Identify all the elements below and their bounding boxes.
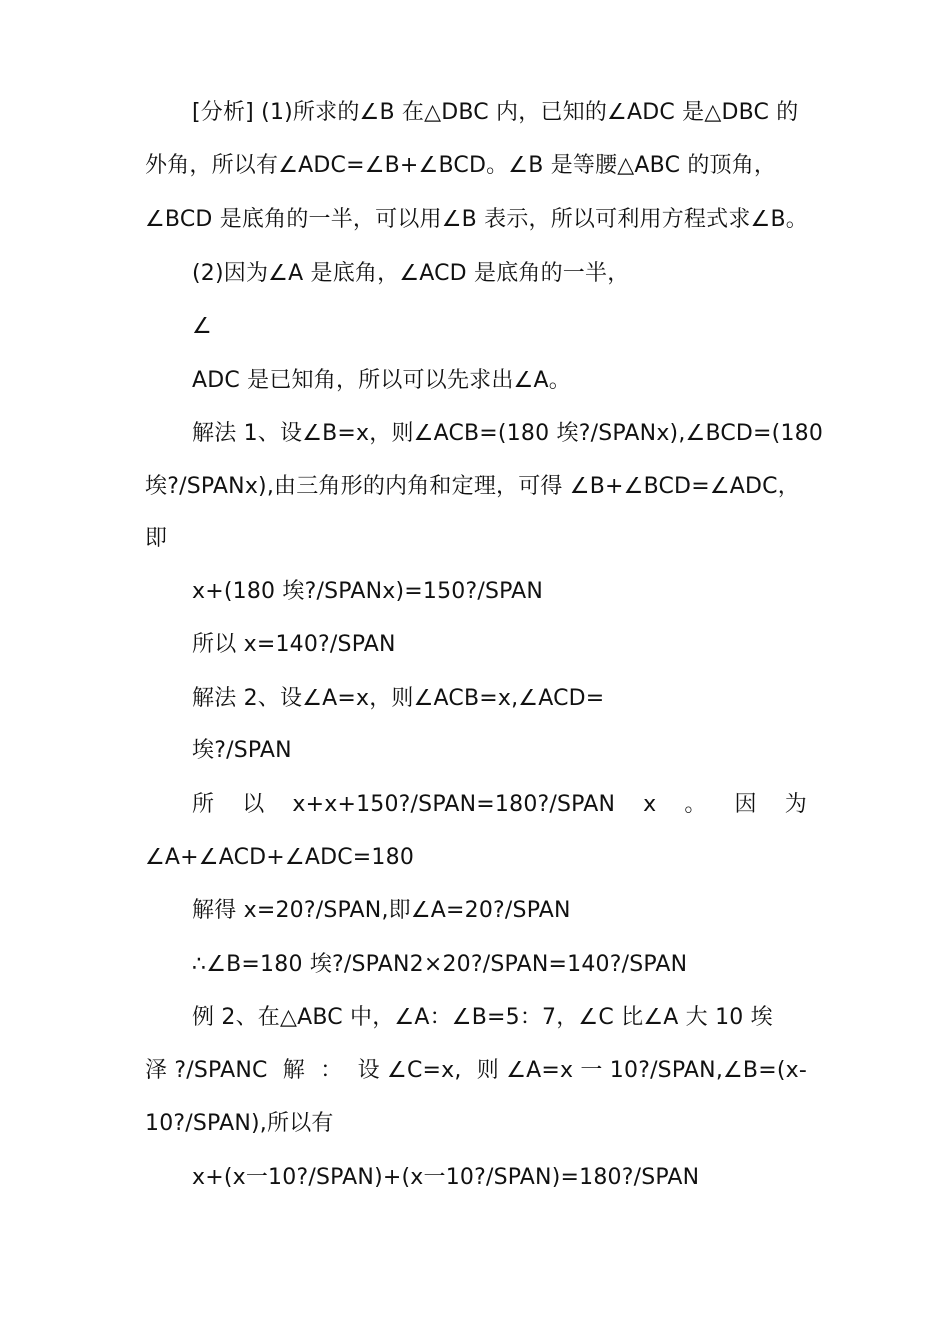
paragraph-line-1: [分析] (1)所求的∠B 在△DBC 内，已知的∠ADC 是△DBC 的 (192, 100, 799, 125)
line-14-part-1: 所 (192, 792, 215, 817)
paragraph-line-7: 解法 1、设∠B=x，则∠ACB=(180 埃?/SPANx),∠BCD=(180 (192, 421, 824, 446)
paragraph-line-5: ∠ (192, 314, 212, 339)
paragraph-line-4: (2)因为∠A 是底角，∠ACD 是底角的一半， (192, 261, 630, 286)
line-14-part-7: 为 (784, 792, 807, 817)
paragraph-line-6: ADC 是已知角，所以可以先求出∠A。 (192, 368, 571, 393)
paragraph-line-11: 所以 x=140?/SPAN (192, 632, 396, 657)
line-14-part-4: x (643, 792, 657, 817)
paragraph-line-17: ∴∠B=180 埃?/SPAN2×20?/SPAN=140?/SPAN (192, 952, 688, 977)
paragraph-line-10: x+(180 埃?/SPANx)=150?/SPAN (192, 579, 544, 604)
line-19-part-5: 则 ∠A=x 一 10?/SPAN,∠B=(x- (476, 1058, 807, 1083)
paragraph-line-2: 外角，所以有∠ADC=∠B+∠BCD。∠B 是等腰△ABC 的顶角， (145, 153, 777, 178)
line-14-part-2: 以 (242, 792, 265, 817)
paragraph-line-19 (145, 1056, 807, 1086)
paragraph-line-20: 10?/SPAN),所以有 (145, 1111, 334, 1136)
paragraph-line-13: 埃?/SPAN (192, 738, 292, 763)
line-14-part-3: x+x+150?/SPAN=180?/SPAN (292, 792, 616, 817)
line-19-part-1: 泽 ?/SPANC (145, 1058, 268, 1083)
paragraph-line-21: x+(x一10?/SPAN)+(x一10?/SPAN)=180?/SPAN (192, 1165, 700, 1190)
line-19-part-2: 解 (282, 1058, 305, 1083)
paragraph-line-18: 例 2、在△ABC 中，∠A：∠B=5：7，∠C 比∠A 大 10 埃 (192, 1005, 773, 1030)
line-14-part-5: 。 (684, 792, 707, 817)
paragraph-line-8: 埃?/SPANx),由三角形的内角和定理，可得 ∠B+∠BCD=∠ADC， (145, 474, 800, 499)
paragraph-line-15: ∠A+∠ACD+∠ADC=180 (145, 845, 415, 870)
paragraph-line-14 (192, 790, 807, 820)
paragraph-line-9: 即 (145, 526, 168, 551)
line-19-part-3: ： (320, 1058, 343, 1083)
paragraph-line-12: 解法 2、设∠A=x，则∠ACB=x,∠ACD= (192, 686, 605, 711)
paragraph-line-3: ∠BCD 是底角的一半，可以用∠B 表示，所以可利用方程式求∠B。 (145, 207, 808, 232)
line-14-part-6: 因 (734, 792, 757, 817)
paragraph-line-16: 解得 x=20?/SPAN,即∠A=20?/SPAN (192, 898, 571, 923)
line-19-part-4: 设 ∠C=x, (357, 1058, 462, 1083)
